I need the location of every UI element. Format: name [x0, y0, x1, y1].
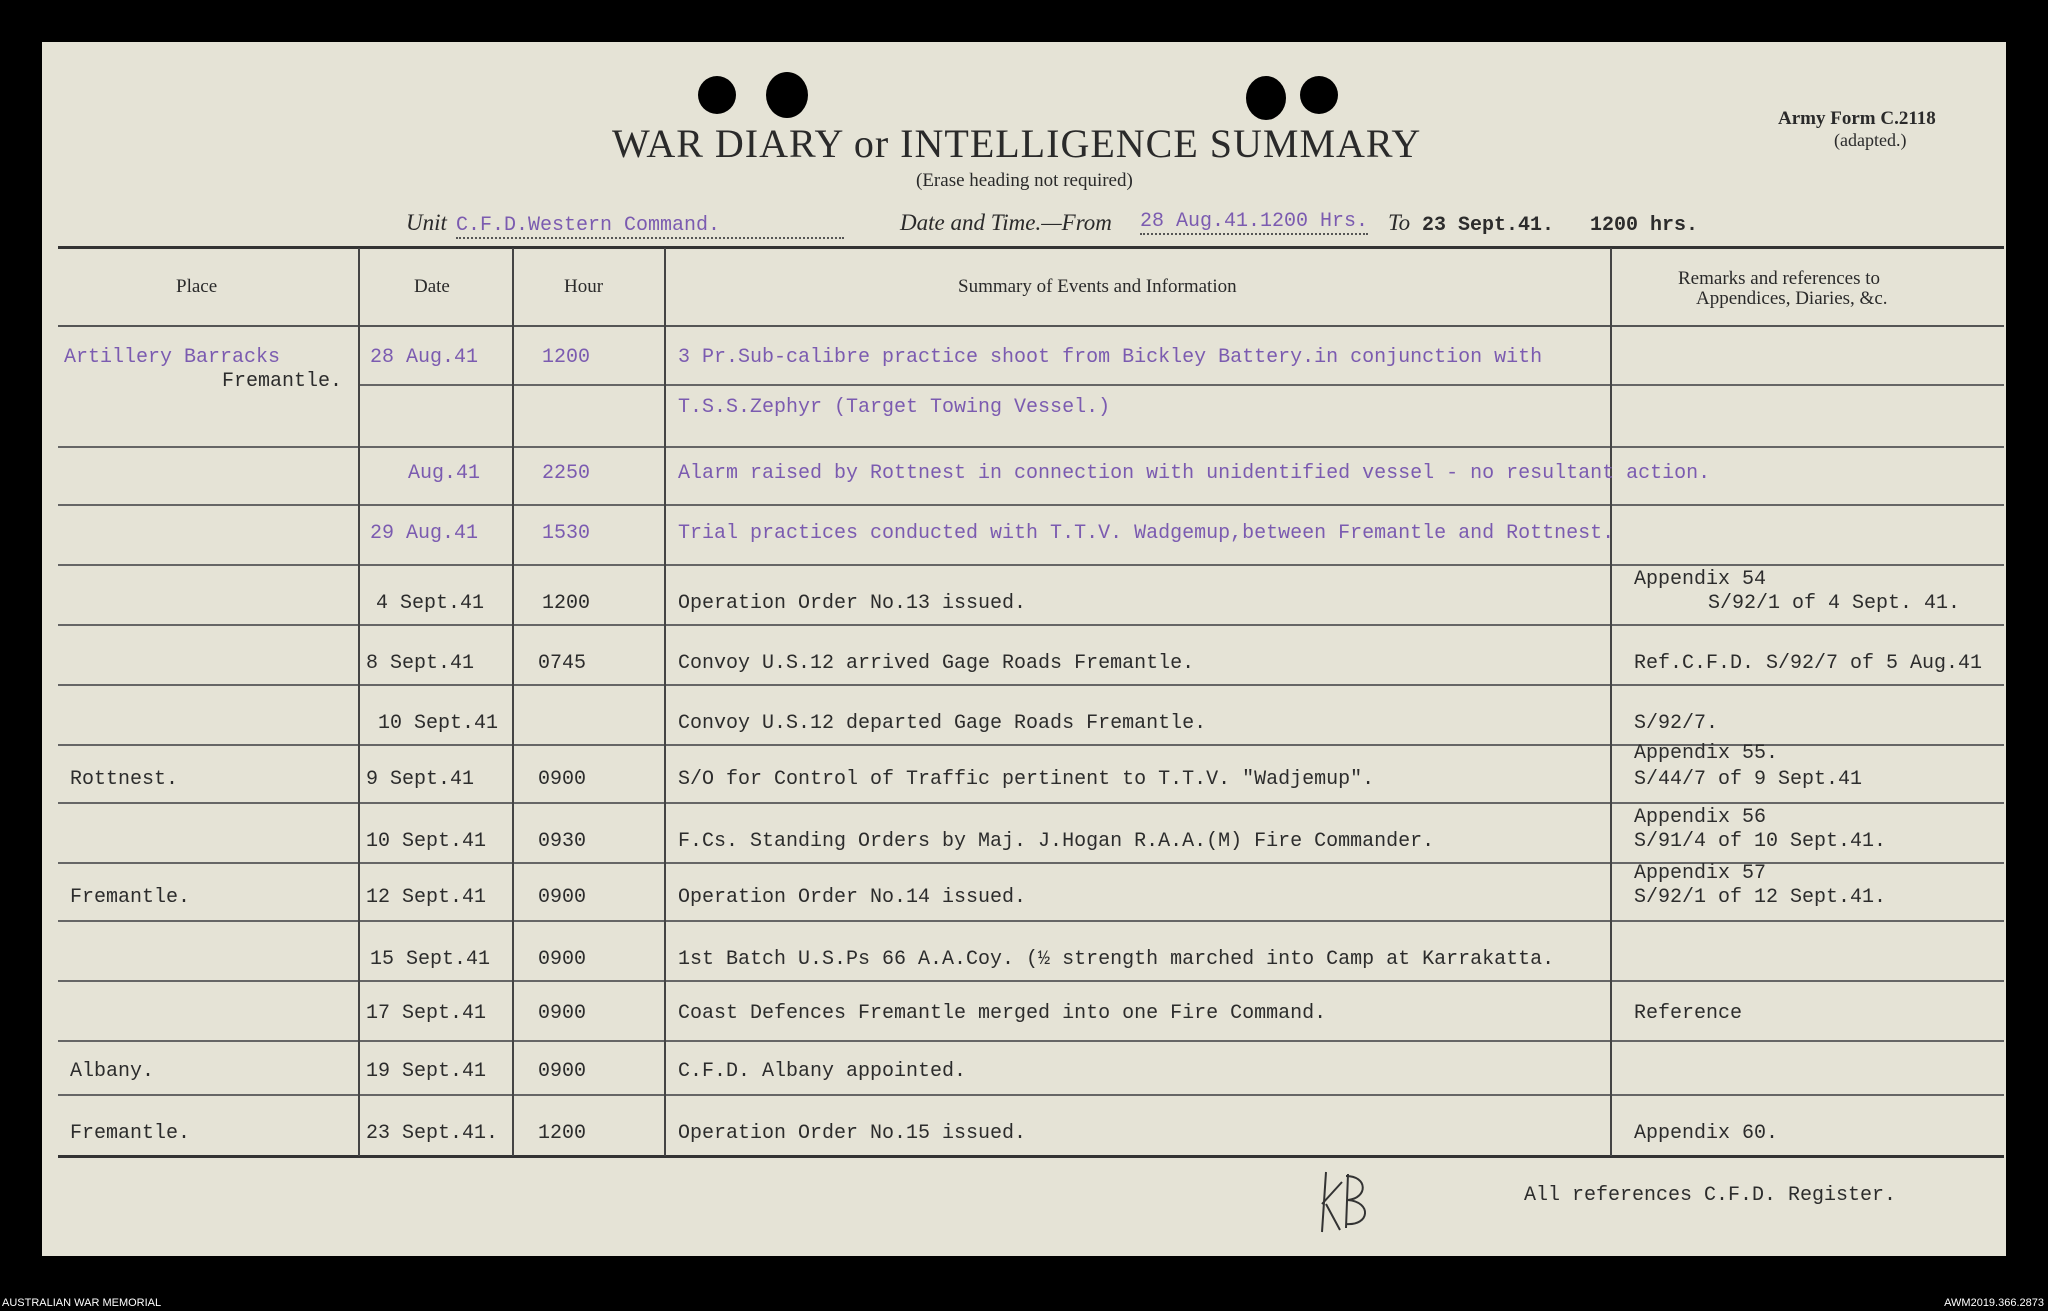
hour-cell: 0900 — [538, 1002, 587, 1025]
date-cell: Aug.41 — [408, 462, 481, 485]
date-cell: 19 Sept.41 — [366, 1060, 487, 1083]
footnote: All references C.F.D. Register. — [1524, 1184, 1897, 1207]
army-form-adapted: (adapted.) — [1834, 130, 1907, 150]
date-cell: 23 Sept.41. — [366, 1122, 499, 1145]
table-header-rule — [58, 325, 2004, 327]
hour-cell: 0900 — [538, 768, 587, 791]
archive-reference: AWM2019.366.2873 — [1944, 1297, 2044, 1309]
summary-cell: 1st Batch U.S.Ps 66 A.A.Coy. (½ strength marched into Camp at Karrakatta. — [678, 948, 1555, 971]
hour-cell: 0900 — [538, 1060, 587, 1083]
hour-cell: 0900 — [538, 886, 587, 909]
place-cell: Fremantle. — [70, 1122, 191, 1145]
date-time-label: Date and Time.—From — [900, 210, 1112, 235]
hour-cell: 1200 — [542, 592, 591, 615]
remarks-cell-line-2: S/91/4 of 10 Sept.41. — [1634, 830, 1887, 853]
row-rule — [58, 802, 2004, 804]
column-header-date: Date — [414, 276, 450, 297]
row-rule — [58, 1040, 2004, 1042]
remarks-cell: Appendix 55. — [1634, 742, 1779, 765]
column-header-summary: Summary of Events and Information — [958, 276, 1237, 297]
summary-cell: Alarm raised by Rottnest in connection with unidentified vessel - no resultant action. — [678, 462, 1711, 485]
hour-cell: 1200 — [538, 1122, 587, 1145]
summary-cell: Coast Defences Fremantle merged into one Fire Command. — [678, 1002, 1327, 1025]
col-divider — [358, 248, 360, 1156]
remarks-cell: Appendix 57 — [1634, 862, 1767, 885]
row-rule — [58, 980, 2004, 982]
place-cell-line-2: Fremantle. — [222, 370, 343, 393]
punch-hole — [1246, 76, 1286, 120]
column-header-remarks-2: Appendices, Diaries, &c. — [1696, 288, 1888, 309]
column-header-remarks: Remarks and references to — [1678, 268, 1881, 289]
hour-cell: 2250 — [542, 462, 591, 485]
summary-cell: Trial practices conducted with T.T.V. Wadgemup,between Fremantle and Rottnest. — [678, 522, 1615, 545]
remarks-cell-line-2: Ref.C.F.D. S/92/7 of 5 Aug.41 — [1634, 652, 1983, 675]
hour-cell: 1200 — [542, 346, 591, 369]
punch-hole — [1300, 76, 1338, 114]
place-cell: Fremantle. — [70, 886, 191, 909]
row-rule — [58, 564, 2004, 566]
table-top-rule — [58, 246, 2004, 249]
remarks-cell: Appendix 54 — [1634, 568, 1767, 591]
date-to-value: 23 Sept.41. 1200 hrs. — [1422, 214, 1699, 237]
remarks-cell-line-2: S/92/1 of 4 Sept. 41. — [1708, 592, 1961, 615]
summary-cell: F.Cs. Standing Orders by Maj. J.Hogan R.A.A.(M) Fire Commander. — [678, 830, 1435, 853]
unit-label: Unit — [406, 210, 447, 235]
summary-cell: Convoy U.S.12 arrived Gage Roads Fremantle. — [678, 652, 1195, 675]
page-subtitle: (Erase heading not required) — [916, 170, 1133, 191]
row-rule — [58, 504, 2004, 506]
column-header-hour: Hour — [564, 276, 604, 297]
handwritten-initials-signature — [1312, 1162, 1382, 1242]
place-cell: Albany. — [70, 1060, 155, 1083]
date-cell: 12 Sept.41 — [366, 886, 487, 909]
summary-cell: Convoy U.S.12 departed Gage Roads Fremantle. — [678, 712, 1207, 735]
date-cell: 29 Aug.41 — [370, 522, 479, 545]
remarks-cell-line-2: S/92/1 of 12 Sept.41. — [1634, 886, 1887, 909]
place-cell: Artillery Barracks — [64, 346, 281, 369]
summary-cell: Operation Order No.14 issued. — [678, 886, 1027, 909]
unit-value: C.F.D.Western Command. — [456, 214, 844, 239]
col-divider — [664, 248, 666, 1156]
col-divider — [512, 248, 514, 1156]
date-cell: 10 Sept.41 — [378, 712, 499, 735]
diary-page — [42, 42, 2006, 1256]
date-to-label: To — [1388, 210, 1411, 235]
punch-hole — [766, 72, 808, 118]
date-cell: 4 Sept.41 — [376, 592, 485, 615]
archive-credit: AUSTRALIAN WAR MEMORIAL — [2, 1297, 162, 1309]
col-divider — [1610, 248, 1612, 1156]
row-rule — [58, 624, 2004, 626]
place-cell: Rottnest. — [70, 768, 179, 791]
date-cell: 15 Sept.41 — [370, 948, 491, 971]
summary-cell: C.F.D. Albany appointed. — [678, 1060, 967, 1083]
date-cell: 9 Sept.41 — [366, 768, 475, 791]
remarks-cell-line-2: Appendix 60. — [1634, 1122, 1779, 1145]
row-rule — [58, 446, 2004, 448]
date-cell: 17 Sept.41 — [366, 1002, 487, 1025]
army-form-number: Army Form C.2118 — [1778, 108, 1936, 129]
date-cell: 10 Sept.41 — [366, 830, 487, 853]
row-rule — [58, 684, 2004, 686]
punch-hole — [698, 76, 736, 114]
hour-cell: 0745 — [538, 652, 587, 675]
hour-cell: 0900 — [538, 948, 587, 971]
page-title: WAR DIARY or INTELLIGENCE SUMMARY — [612, 121, 1422, 166]
summary-cell-line-2: T.S.S.Zephyr (Target Towing Vessel.) — [678, 396, 1111, 419]
date-from-value: 28 Aug.41.1200 Hrs. — [1140, 210, 1369, 233]
hour-cell: 0930 — [538, 830, 587, 853]
column-header-place: Place — [176, 276, 218, 297]
row-rule — [358, 384, 2004, 386]
summary-cell: 3 Pr.Sub-calibre practice shoot from Bickley Battery.in conjunction with — [678, 346, 1543, 369]
date-cell: 28 Aug.41 — [370, 346, 479, 369]
remarks-cell-line-2: S/92/7. — [1634, 712, 1719, 735]
date-cell: 8 Sept.41 — [366, 652, 475, 675]
summary-cell: Operation Order No.13 issued. — [678, 592, 1027, 615]
row-rule — [58, 1094, 2004, 1096]
row-rule — [58, 920, 2004, 922]
hour-cell: 1530 — [542, 522, 591, 545]
remarks-cell-line-2: S/44/7 of 9 Sept.41 — [1634, 768, 1863, 791]
summary-cell: S/O for Control of Traffic pertinent to T.T.V. "Wadjemup". — [678, 768, 1375, 791]
summary-cell: Operation Order No.15 issued. — [678, 1122, 1027, 1145]
remarks-cell: Appendix 56 — [1634, 806, 1767, 829]
remarks-cell-line-2: Reference — [1634, 1002, 1743, 1025]
table-bottom-rule — [58, 1155, 2004, 1158]
